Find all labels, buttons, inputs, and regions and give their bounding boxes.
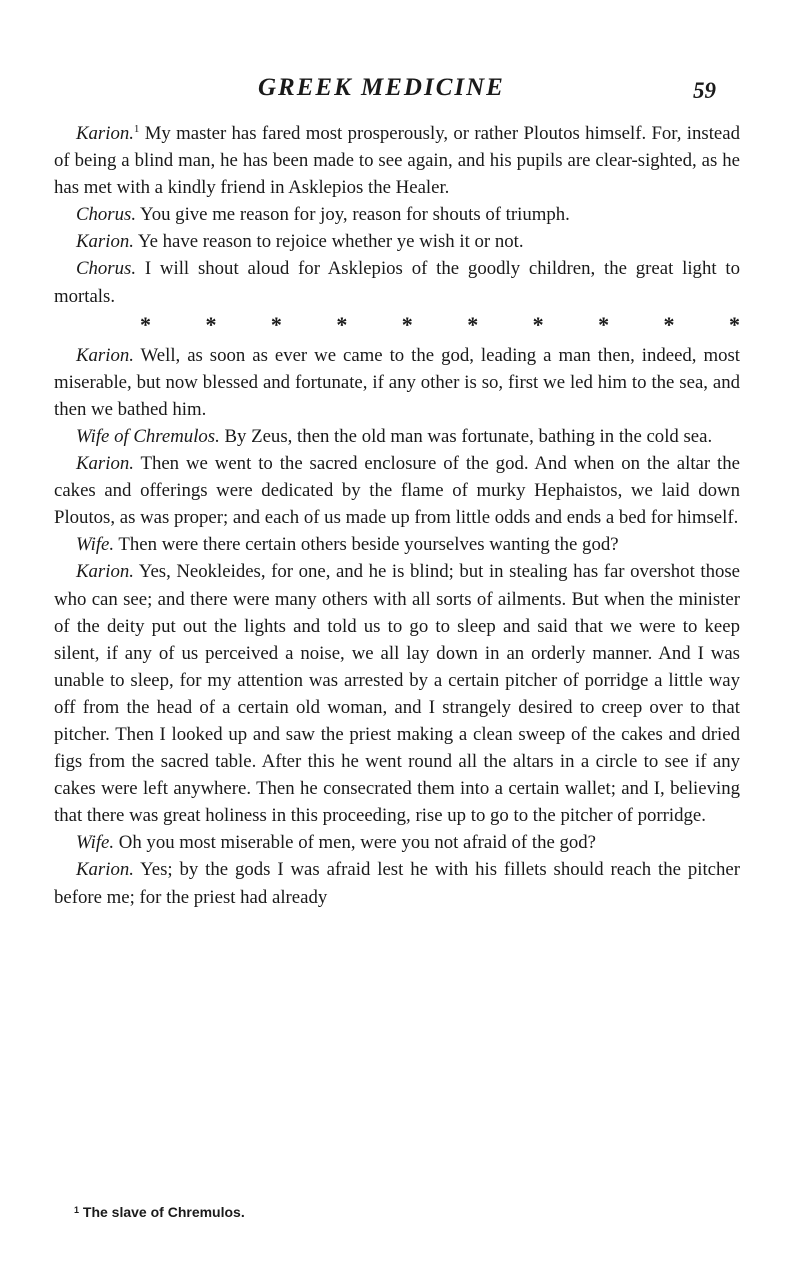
paragraph-text: Yes, Neokleides, for one, and he is blind; but in stealing has far overshot those who can see; and there were many others with all sorts of ailments. But when the minister of the deity put out the lights and told us to go to sleep and said that we were to keep silent, if any of us perceived a noise, we all lay down in an orderly manner. And I was unable to sleep, for my attention was arrested by a certain pitcher of porridge a little way off from the head of a certain old woman, and I strangely desired to creep over to that pitcher. Then I looked up and saw the priest making a clean sweep of the cakes and dried figs from the sacred table. After this he went round all the altars in a circle to see if any cakes were left anywhere. Then he consecrated them into a certain wallet; and I, believing that there was great holiness in this proceeding, rise up to go to the pitcher of porridge. <box>54 561 740 827</box>
paragraph-text: Then were there certain others beside yourselves wanting the god? <box>114 534 619 556</box>
paragraph-text: Yes; by the gods I was afraid lest he with his fillets should reach the pitcher before me; for the priest had already <box>54 859 740 908</box>
paragraph <box>54 558 740 829</box>
footnote <box>74 1203 245 1221</box>
paragraph <box>54 228 740 255</box>
asterisk: * <box>467 311 479 337</box>
paragraph <box>54 450 740 531</box>
paragraph <box>54 531 740 558</box>
paragraph <box>54 201 740 228</box>
speaker-name: Wife of Chremulos. <box>76 425 220 447</box>
speaker-name: Karion. <box>76 561 134 583</box>
asterisk: * <box>728 311 740 337</box>
paragraph-text: Oh you most miserable of men, were you not afraid of the god? <box>114 832 596 854</box>
paragraph-text: Well, as soon as ever we came to the god, leading a man then, indeed, most miserable, but now blessed and fortunate, if any other is so, first we led him to the sea, and then we bathed him. <box>54 344 740 420</box>
speaker-name: Karion. <box>76 344 134 366</box>
paragraph-text: Then we went to the sacred enclosure of the god. And when on the altar the cakes and offerings were dedicated by the flame of murky Hephaistos, we laid down Ploutos, as was proper; and each of us made up from little odds and ends a bed for himself. <box>54 453 740 529</box>
speaker-name: Chorus. <box>76 258 137 280</box>
body-text <box>54 120 740 911</box>
running-head: GREEK MEDICINE <box>258 74 505 101</box>
section-break-asterisks <box>140 312 740 338</box>
paragraph <box>54 829 740 856</box>
asterisk: * <box>336 311 348 337</box>
speaker-name: Wife. <box>76 832 115 854</box>
paragraph-text: You give me reason for joy, reason for shouts of triumph. <box>136 204 570 226</box>
paragraph <box>54 120 740 201</box>
footnote-text: The slave of Chremulos. <box>79 1204 245 1220</box>
paragraph <box>54 255 740 309</box>
asterisk: * <box>401 311 413 337</box>
asterisk: * <box>270 311 282 337</box>
footnote-mark: 1 <box>74 1205 80 1215</box>
paragraph-text: Ye have reason to rejoice whether ye wish it or not. <box>133 231 524 253</box>
speaker-name: Karion. <box>76 231 134 253</box>
page-number: 59 <box>693 78 716 103</box>
asterisk: * <box>205 311 217 337</box>
asterisk: * <box>598 311 610 337</box>
speaker-name: Karion. <box>76 859 134 881</box>
paragraph-text: I will shout aloud for Asklepios of the goodly children, the great light to mortals. <box>54 258 740 307</box>
speaker-name: Chorus. <box>76 204 137 226</box>
paragraph <box>54 423 740 450</box>
asterisk: * <box>663 311 675 337</box>
paragraph-text: My master has fared most prosperously, or rather Ploutos himself. For, instead of being a blind man, he has been made to see again, and his pupils are clear-sighted, as he has met with a kindly friend in Asklepios the Healer. <box>54 123 740 199</box>
speaker-name: Wife. <box>76 534 115 556</box>
speaker-name: Karion. <box>76 453 134 475</box>
speaker-name: Karion. <box>76 123 134 144</box>
asterisk: * <box>532 311 544 337</box>
asterisk: * <box>140 311 151 337</box>
paragraph <box>54 342 740 423</box>
footnote-reference: 1 <box>133 123 140 135</box>
paragraph <box>54 856 740 910</box>
paragraph-text: By Zeus, then the old man was fortunate, bathing in the cold sea. <box>219 425 713 447</box>
